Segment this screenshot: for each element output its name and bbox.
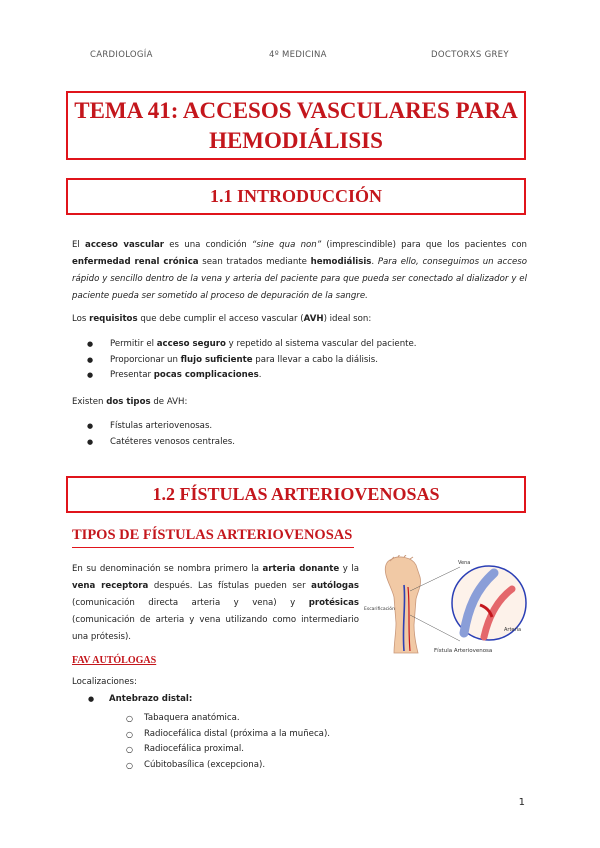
list-item: ○ Radiocefálica proximal. [126, 742, 330, 758]
list-item: ● Presentar pocas complicaciones. [72, 368, 417, 384]
section-2-box [66, 476, 526, 513]
types-intro: Existen dos tipos de AVH: [72, 397, 188, 407]
title-box [66, 91, 526, 160]
header-center: 4º MEDICINA [269, 50, 327, 60]
title-line-1: TEMA 41: ACCESOS VASCULARES PARA [74, 97, 518, 123]
fav-autologas-heading: FAV AUTÓLOGAS [72, 655, 157, 666]
localizaciones-label: Localizaciones: [72, 677, 137, 687]
fistula-illustration [364, 555, 531, 655]
subheading-tipos: TIPOS DE FÍSTULAS ARTERIOVENOSAS [72, 527, 354, 548]
page-title [74, 96, 517, 156]
title-line-2: HEMODIÁLISIS [209, 127, 383, 153]
section-2-heading: 1.2 FÍSTULAS ARTERIOVENOSAS [152, 484, 440, 504]
types-list [72, 419, 235, 450]
requirements-list [72, 337, 417, 384]
intro-paragraph: El acceso vascular es una condición “sine qua non” (imprescindible) para que los pacientes con enfermedad renal crónica sean tratados mediante hemodiálisis. Para ello, conseguimos un acceso rápido y sencillo dentro de la vena y arteria del paciente para que pueda ser conectado al dializador y el paciente pueda ser sometido al proceso de depuración de la sangre. [72, 240, 528, 301]
requirements-intro: Los requisitos que debe cumplir el acceso vascular (AVH) ideal son: [72, 314, 372, 324]
list-item: ● Catéteres venosos centrales. [72, 435, 235, 451]
label-vena: Vena [458, 560, 471, 566]
header-left: CARDIOLOGÍA [90, 50, 153, 60]
list-item: ● Permitir el acceso seguro y repetido al sistema vascular del paciente. [72, 337, 417, 353]
pointer-line [410, 615, 460, 641]
label-left: Escarificación [364, 607, 395, 612]
list-item: ● Fístulas arteriovenosas. [72, 419, 235, 435]
list-item: ○ Cúbitobasílica (excepciona). [126, 758, 330, 774]
list-item: ○ Radiocefálica distal (próxima a la muñeca). [126, 727, 330, 743]
list-item: ○ Tabaquera anatómica. [126, 711, 330, 727]
page-number: 1 [518, 797, 525, 808]
header-right: DOCTORXS GREY [431, 50, 509, 60]
list-item: ● Proporcionar un flujo suficiente para llevar a cabo la diálisis. [72, 353, 417, 369]
fistula-paragraph: En su denominación se nombra primero la arteria donante y la vena receptora después. Las fístulas pueden ser autólogas (comunicación directa arteria y vena) y protésicas (comunicación de arteria y vena utilizando como intermediario una prótesis). [72, 564, 360, 642]
section-1-heading: 1.1 INTRODUCCIÓN [209, 186, 382, 206]
antebrazo-item: ● Antebrazo distal: [90, 694, 192, 704]
figure-caption: Fístula Arteriovenosa [434, 648, 493, 654]
label-arteria: Arteria [504, 627, 522, 633]
section-1-box [66, 178, 526, 215]
localizaciones-list [126, 711, 330, 773]
